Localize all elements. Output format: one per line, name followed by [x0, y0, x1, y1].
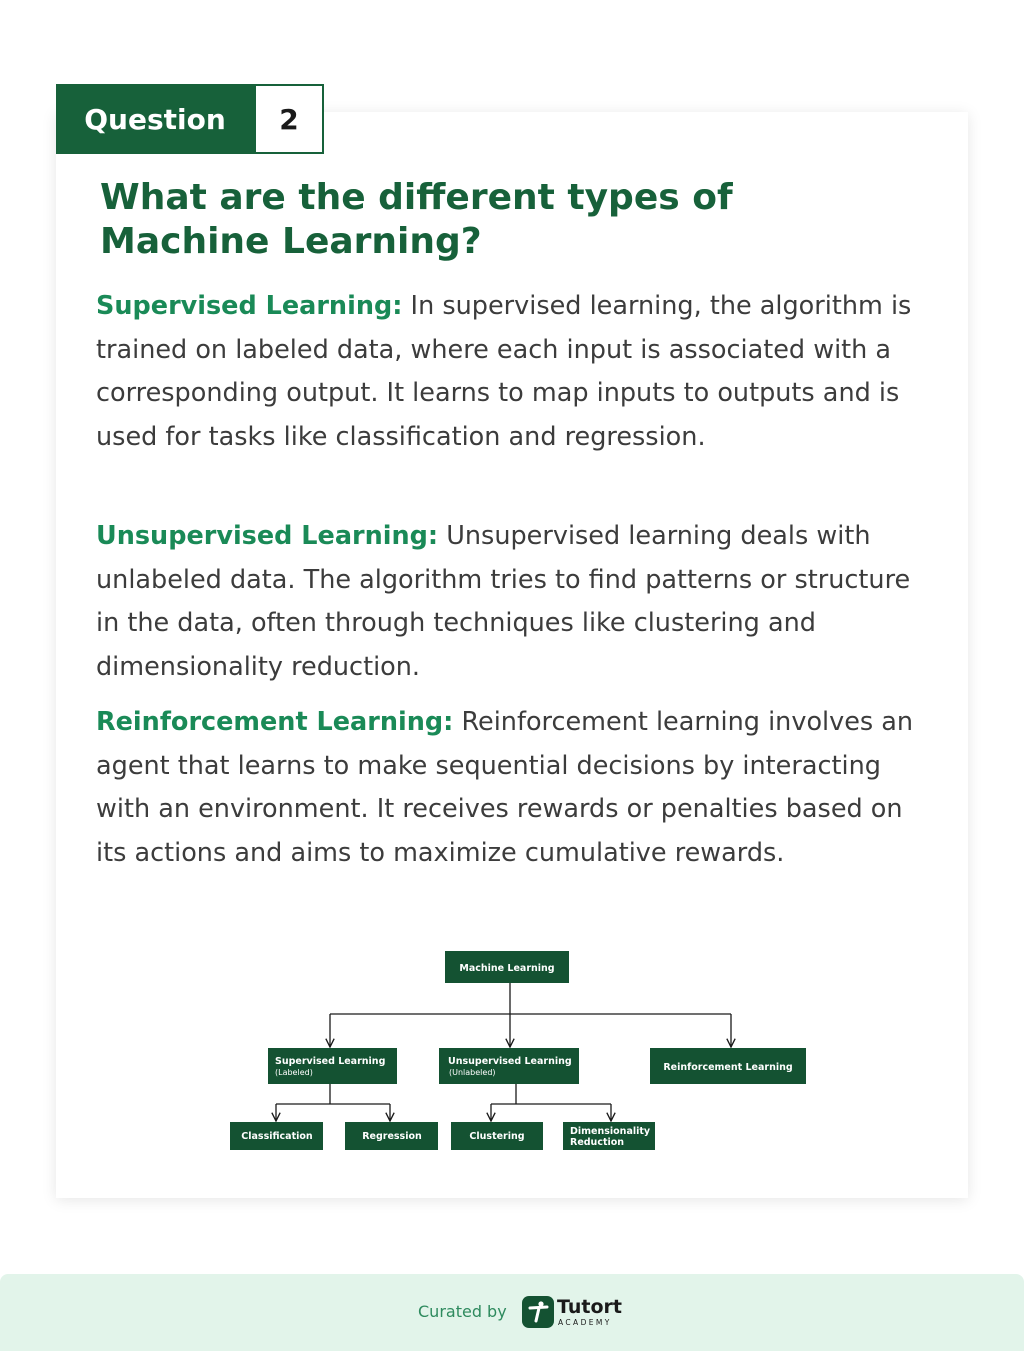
node-supervised-learning: [268, 1048, 397, 1084]
svg-text:Clustering: Clustering: [469, 1131, 525, 1142]
reinforcement-term: Reinforcement Learning:: [96, 707, 454, 737]
curated-by-label: Curated by: [418, 1302, 507, 1321]
question-label: Question: [56, 84, 254, 154]
unsupervised-term: Unsupervised Learning:: [96, 521, 439, 551]
brand-name: Tutort: [557, 1296, 622, 1318]
node-regression: [345, 1122, 438, 1150]
supervised-term: Supervised Learning:: [96, 291, 403, 321]
svg-text:Unsupervised Learning: Unsupervised Learning: [448, 1056, 572, 1067]
svg-text:Dimensionality: Dimensionality: [570, 1126, 651, 1137]
svg-text:(Unlabeled): (Unlabeled): [449, 1068, 496, 1077]
unsupervised-text: Unsupervised learning deals with unlabeled data. The algorithm tries to find patterns or structure in the data, often through techniques like clustering and dimensionality reduction.: [96, 521, 911, 682]
svg-text:(Labeled): (Labeled): [275, 1068, 313, 1077]
node-unsupervised-learning: [439, 1048, 579, 1084]
svg-text:Reinforcement Learning: Reinforcement Learning: [663, 1062, 793, 1073]
node-clustering: [451, 1122, 543, 1150]
svg-text:Regression: Regression: [362, 1131, 422, 1142]
svg-text:Classification: Classification: [241, 1131, 313, 1142]
node-classification: [230, 1122, 323, 1150]
tutort-logo-icon: [522, 1296, 554, 1328]
question-number: 2: [254, 84, 324, 154]
brand-subtitle: ACADEMY: [558, 1318, 612, 1327]
node-dimensionality-reduction: [563, 1122, 655, 1150]
node-machine-learning: [445, 951, 569, 983]
reinforcement-text: Reinforcement learning involves an agent that learns to make sequential decisions by interacting with an environment. It receives rewards or penalties based on its actions and aims to maximize cumulative rewards.: [96, 707, 914, 868]
svg-text:Machine Learning: Machine Learning: [459, 963, 555, 974]
footer-bar: [0, 1274, 1024, 1351]
page-title: What are the different types of Machine Learning?: [100, 177, 733, 262]
svg-text:Supervised Learning: Supervised Learning: [275, 1056, 386, 1067]
node-reinforcement-learning: [650, 1048, 806, 1084]
supervised-text: In supervised learning, the algorithm is trained on labeled data, where each input is associated with a corresponding output. It learns to map inputs to outputs and is used for tasks like classification and regression.: [96, 291, 912, 452]
svg-text:Reduction: Reduction: [570, 1137, 625, 1148]
